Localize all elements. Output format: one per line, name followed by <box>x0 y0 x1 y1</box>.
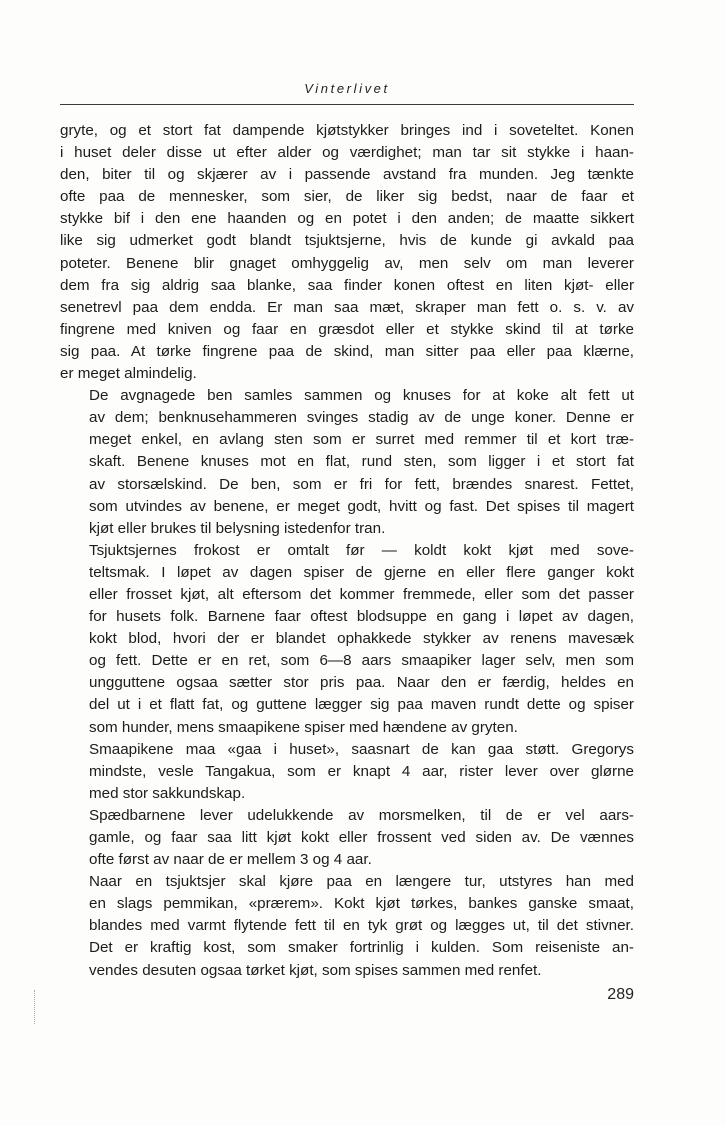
text-line: blandes med varmt flytende fett til en tyk grøt og lægges ut, til det stivner. <box>89 917 634 935</box>
text-line: gryte, og et stort fat dampende kjøtstykker bringes ind i soveteltet. Konen <box>60 122 634 139</box>
paragraph <box>60 805 634 871</box>
text-line: ofte paa de mennesker, som sier, de liker sig bedst, naar de faar et <box>60 188 634 206</box>
text-line: Tsjuktsjernes frokost er omtalt før — koldt kokt kjøt med sove- <box>89 541 634 559</box>
text-line: av dem; benknusehammeren svinges stadig av de unge koner. Denne er <box>89 409 634 427</box>
text-line: meget enkel, en avlang sten som er surret med remmer til et kort træ- <box>89 431 634 449</box>
paragraph <box>60 385 634 540</box>
text-line: kjøt eller brukes til belysning istedenfor tran. <box>89 519 386 537</box>
text-line: i huset deler disse ut efter alder og værdighet; man tar sit stykke i haan- <box>60 144 634 162</box>
margin-dots <box>34 990 38 1024</box>
body-text <box>60 120 634 982</box>
text-line: en slags pemmikan, «prærem». Kokt kjøt tørkes, bankes ganske smaat, <box>89 895 634 913</box>
paragraph <box>60 739 634 805</box>
text-line: skaft. Benene knuses mot en flat, rund sten, som ligger i et stort fat <box>89 453 634 471</box>
text-line: dem fra sig aldrig saa blanke, saa finder konen oftest en liten kjøt- eller <box>60 276 634 294</box>
text-line: senetrevl paa dem endda. Er man saa mæt, skraper man fett o. s. v. av <box>60 298 634 316</box>
text-line: eller frosset kjøt, alt eftersom det kommer fremmede, eller som det passer <box>89 585 634 603</box>
text-line: del ut i et flatt fat, og guttene lægger sig paa maven rundt dette og spiser <box>89 696 634 714</box>
text-line: for husets folk. Barnene faar oftest blodsuppe en gang i løpet av dagen, <box>89 608 634 626</box>
text-line: fingrene med kniven og faar en græsdot eller et stykke skind til at tørke <box>60 320 634 338</box>
text-line: poteter. Benene blir gnaget omhyggelig av, men selv om man leverer <box>60 254 634 272</box>
text-line: ungguttene ogsaa sætter stor pris paa. Naar den er færdig, heldes en <box>89 674 634 692</box>
header-rule <box>60 104 634 105</box>
text-line: som utvindes av benene, er meget godt, hvitt og fast. Det spises til magert <box>89 497 634 515</box>
text-line: sig paa. At tørke fingrene paa de skind, man sitter paa eller paa klærne, <box>60 342 634 360</box>
text-line: De avgnagede ben samles sammen og knuses for at koke alt fett ut <box>89 387 634 405</box>
text-line: teltsmak. I løpet av dagen spiser de gjerne en eller flere ganger kokt <box>89 563 634 581</box>
text-line: Spædbarnene lever udelukkende av morsmelken, til de er vel aars- <box>89 806 634 824</box>
text-line: og fett. Dette er en ret, som 6—8 aars smaapiker lager selv, men som <box>89 652 634 670</box>
paragraph <box>60 540 634 739</box>
text-line: Det er kraftig kost, som smaker fortrinlig i kulden. Som reiseniste an- <box>89 939 634 957</box>
text-line: stykke bif i den ene haanden og en potet i den anden; de maatte sikkert <box>60 210 634 228</box>
text-line: av storsælskind. De ben, som er fri for fett, brændes snarest. Fettet, <box>89 475 634 493</box>
text-line: mindste, vesle Tangakua, som er knapt 4 aar, rister lever over glørne <box>89 762 634 780</box>
text-line: Naar en tsjuktsjer skal kjøre paa en længere tur, utstyres han med <box>89 873 634 891</box>
text-line: kokt blod, hvori der er blandet ophakkede stykker av renens mavesæk <box>89 630 634 648</box>
text-line: den, biter til og skjærer av i passende avstand fra munden. Jeg tænkte <box>60 166 634 184</box>
text-line: vendes desuten ogsaa tørket kjøt, som spises sammen med renfet. <box>89 961 542 979</box>
text-line: Smaapikene maa «gaa i huset», saasnart de kan gaa støtt. Gregorys <box>89 740 634 758</box>
paragraph <box>60 120 634 385</box>
text-line: like sig udmerket godt blandt tsjuktsjerne, hvis de kunde gi avkald paa <box>60 232 634 250</box>
text-line: er meget almindelig. <box>60 365 197 383</box>
text-line: gamle, og faar saa litt kjøt kokt eller frossent ved siden av. De vænnes <box>89 829 634 846</box>
text-line: ofte først av naar de er mellem 3 og 4 aar. <box>89 851 372 869</box>
text-line: som hunder, mens smaapikene spiser med hændene av gryten. <box>89 718 518 736</box>
paragraph <box>60 871 634 981</box>
page-number: 289 <box>607 986 634 1003</box>
running-header: Vinterlivet <box>304 81 390 96</box>
text-line: med stor sakkundskap. <box>89 784 246 802</box>
